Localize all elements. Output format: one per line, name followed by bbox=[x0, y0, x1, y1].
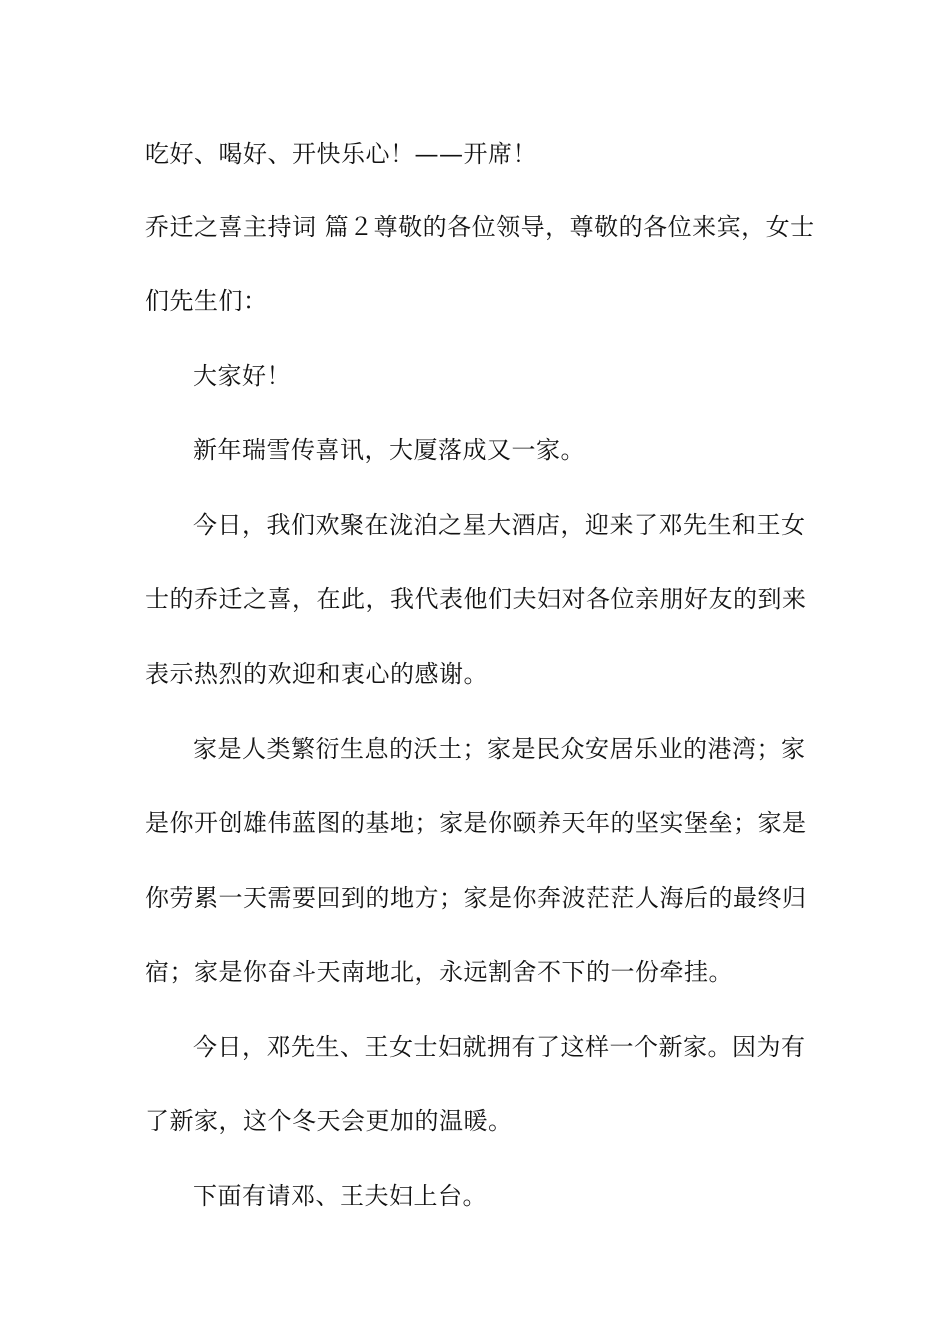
text-line-3: 们先生们： bbox=[145, 287, 268, 315]
text-line-13: 今日，邓先生、王女士妇就拥有了这样一个新家。因为有 bbox=[193, 1033, 806, 1061]
text-line-12: 宿；家是你奋斗天南地北，永远割舍不下的一份牵挂。 bbox=[145, 958, 733, 986]
text-line-10: 是你开创雄伟蓝图的基地；家是你颐养天年的坚实堡垒；家是 bbox=[145, 809, 807, 837]
text-line-8: 表示热烈的欢迎和衷心的感谢。 bbox=[145, 660, 488, 688]
text-line-11: 你劳累一天需要回到的地方；家是你奔波茫茫人海后的最终归 bbox=[145, 884, 807, 912]
text-line-15: 下面有请邓、王夫妇上台。 bbox=[193, 1182, 487, 1210]
text-line-14: 了新家，这个冬天会更加的温暖。 bbox=[145, 1107, 513, 1135]
text-line-7: 士的乔迁之喜，在此，我代表他们夫妇对各位亲朋好友的到来 bbox=[145, 585, 807, 613]
text-line-2: 乔迁之喜主持词 篇２尊敬的各位领导，尊敬的各位来宾，女士 bbox=[145, 213, 815, 241]
text-line-1: 吃好、喝好、开快乐心！——开席！ bbox=[145, 140, 537, 168]
text-line-4: 大家好！ bbox=[193, 362, 291, 390]
text-line-9: 家是人类繁衍生息的沃土；家是民众安居乐业的港湾；家 bbox=[193, 735, 806, 763]
text-line-5: 新年瑞雪传喜讯，大厦落成又一家。 bbox=[193, 436, 585, 464]
text-line-6: 今日，我们欢聚在泷泊之星大酒店，迎来了邓先生和王女 bbox=[193, 511, 806, 539]
